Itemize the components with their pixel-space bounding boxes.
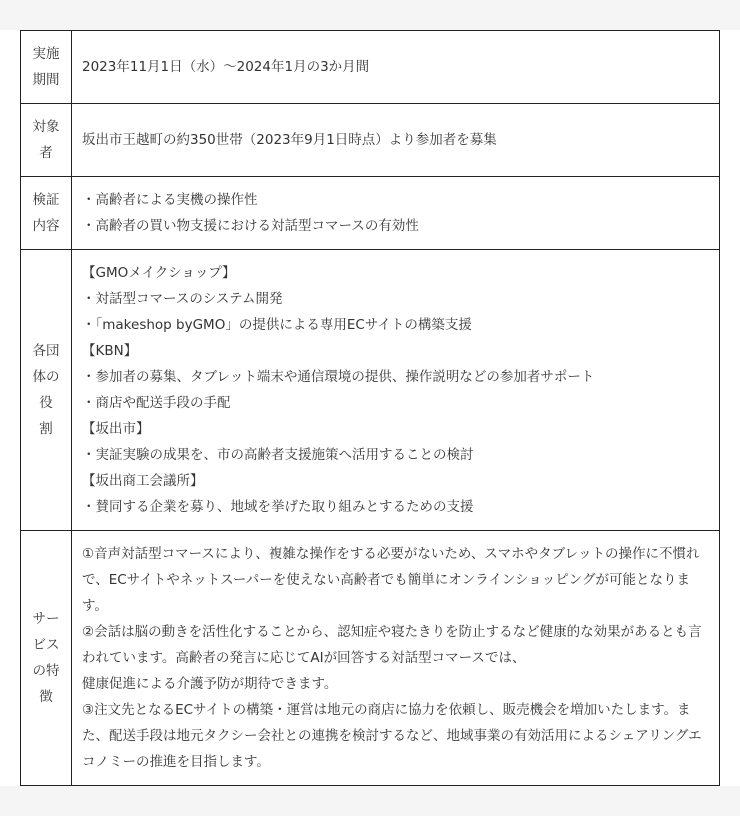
content-line: ・賛同する企業を募り、地域を挙げた取り組みとするための支援: [82, 499, 474, 515]
row-content-target: [72, 104, 720, 177]
row-content-period: [72, 31, 720, 104]
row-header-period: [21, 31, 72, 104]
content-line: ・実証実験の成果を、市の高齢者支援施策へ活用することの検討: [82, 447, 474, 463]
header-line: サー: [32, 611, 60, 627]
content-line: 【GMOメイクショップ】: [82, 265, 236, 281]
row-header-verification: [21, 177, 72, 250]
content-paragraph: 健康促進による介護予防が期待できます。: [82, 676, 338, 692]
row-content-verification: [72, 177, 720, 250]
content-line: ・参加者の募集、タブレット端末や通信環境の提供、操作説明などの参加者サポート: [82, 369, 595, 385]
header-line: 対象: [32, 119, 60, 135]
row-header-target: [21, 104, 72, 177]
content-line: 坂出市王越町の約350世帯（2023年9月1日時点）より参加者を募集: [82, 132, 497, 148]
content-line: ・高齢者の買い物支援における対話型コマースの有効性: [82, 218, 419, 234]
table-row-period: [21, 31, 720, 104]
content-line: ・「makeshop byGMO」の提供による専用ECサイトの構築支援: [82, 317, 472, 333]
header-line: 者: [39, 145, 53, 161]
row-content-features: [72, 531, 720, 786]
header-line: 徴: [39, 689, 53, 705]
row-content-roles: [72, 250, 720, 531]
header-line: ビス: [32, 637, 60, 653]
header-line: 役: [39, 395, 53, 411]
content-paragraph: ②会話は脳の動きを活性化することから、認知症や寝たきりを防止するなど健康的な効果があるとも言われています。高齢者の発言に応じてAIが回答する対話型コマースでは、: [82, 624, 702, 666]
content-line: ・対話型コマースのシステム開発: [82, 291, 283, 307]
content-line: 【KBN】: [82, 343, 138, 359]
content-paragraph: ③注文先となるECサイトの構築・運営は地元の商店に協力を依頼し、販売機会を増加いたします。また、配送手段は地元タクシー会社との連携を検討するなど、地域事業の有効活用によるシェアリングエコノミーの推進を目指します。: [82, 702, 702, 770]
content-paragraph: ①音声対話型コマースにより、複雑な操作をする必要がないため、スマホやタブレットの操作に不慣れで、ECサイトやネットスーパーを使えない高齢者でも簡単にオンラインショッピングが可能となります。: [82, 546, 700, 614]
content-line: 【坂出市】: [82, 421, 150, 437]
table-row-verification: [21, 177, 720, 250]
header-line: 内容: [32, 218, 60, 234]
table-row-target: [21, 104, 720, 177]
content-line: ・商店や配送手段の手配: [82, 395, 231, 411]
row-header-features: [21, 531, 72, 786]
content-area: [0, 30, 740, 786]
header-line: 各団: [32, 343, 60, 359]
table-row-roles: [21, 250, 720, 531]
header-line: 期間: [32, 72, 60, 88]
table-row-features: [21, 531, 720, 786]
header-line: 体の: [32, 369, 60, 385]
header-line: 実施: [32, 46, 60, 62]
content-line: 2023年11月1日（水）〜2024年1月の3か月間: [82, 59, 370, 75]
content-line: 【坂出商工会議所】: [82, 473, 204, 489]
info-table: [20, 30, 720, 786]
row-header-roles: [21, 250, 72, 531]
content-line: ・高齢者による実機の操作性: [82, 192, 258, 208]
header-line: 割: [39, 421, 53, 437]
header-line: 検証: [32, 192, 60, 208]
header-line: の特: [32, 663, 60, 679]
